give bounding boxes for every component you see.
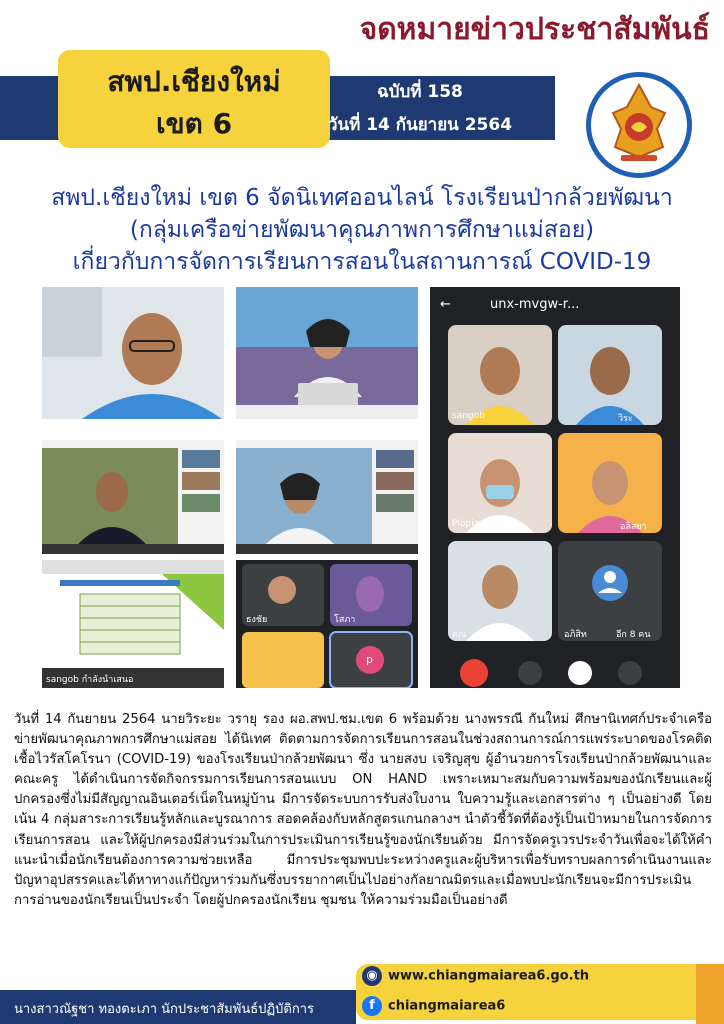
- more-participants: อีก 8 คน: [616, 630, 651, 640]
- person-photo-icon: [236, 287, 418, 419]
- facebook-handle[interactable]: chiangmaiarea6: [388, 998, 506, 1014]
- screen-photo-icon: [42, 440, 224, 554]
- author-credit: นางสาวณัฐชา ทองตะเภา นักประชาสัมพันธ์ปฏิบัติการ: [14, 1002, 314, 1017]
- obec-emblem-icon: [591, 77, 687, 173]
- photo-screen-share-1: [42, 440, 224, 554]
- issue-date: วันที่ 14 กันยายน 2564: [327, 115, 513, 135]
- photo-meet-tiles: [236, 560, 418, 688]
- participant-name: Plopia: [452, 519, 480, 529]
- participant-name: อภิสิท: [564, 630, 587, 640]
- meet-phone-screenshot: [430, 287, 680, 688]
- participant-name: โสภา: [334, 615, 356, 625]
- office-zone: เขต 6: [155, 107, 233, 140]
- photo-slide-presentation: [42, 560, 224, 688]
- slide-caption: sangob กำลังนำเสนอ: [46, 675, 134, 685]
- issue-number: ฉบับที่ 158: [377, 82, 463, 102]
- participant-name: sangob: [452, 411, 485, 421]
- website-link[interactable]: [362, 966, 589, 986]
- news-body-paragraph: วันที่ 14 กันยายน 2564 นายวิระยะ วรายุ รอง ผอ.สพป.ชม.เขต 6 พร้อมด้วย นางพรรณี กันใหม่ ศึกษานิเทศก์ประจำเครือข่ายพัฒนาคุณภาพการศึกษาแม่สอย ได้นิเทศ ติดตามการจัดการเรียนการสอนในช่วงสถานการณ์การแพร่ระบาดของโรคติดเชื้อไวรัสโคโรนา (COVID-19) ของโรงเรียนป่ากล้วยพัฒนา ซึ่ง นายสงบ เจริญสุข ผู้อำนวยการโรงเรียนป่ากล้วยพัฒนาและคณะครู ได้ดำเนินการจัดกิจกรรมการเรียนการสอนแบบ ON HAND เพราะเหมาะสมกับความพร้อมของนักเรียนและผู้ปกครองซึ่งไม่มีสัญญาณอินเตอร์เน็ตในหมู่บ้าน มีการจัดระบบการรับส่งใบงาน ใบความรู้และเอกสารต่าง ๆ เป็นอย่างดี โดยเน้น 4 กลุ่มสาระการเรียนรู้หลักและบูรณาการ สอดคล้องกับหลักสูตรแกนกลางฯ นำตัวชี้วัดที่ต้องรู้เป็นเป้าหมายในการจัดการเรียนการสอน และให้ผู้ปกครองมีส่วนร่วมในการประเมินการเรียนรู้ของนักเรียนด้วย มีการจัดครูเวรประจำวันเพื่อจะได้ให้คำแนะนำเมื่อนักเรียนต้องการความช่วยเหลือ มีการประชุมพบปะระหว่างครูและผู้บริหารเพื่อรับทราบผลการดำเนินงานและปัญหาอุปสรรคและได้หาทางแก้ปัญหาร่วมกันซึ่งบรรยากาศเป็นไปอย่างกัลยาณมิตรและเมื่อพบปะนักเรียนจะมีการประเมินการอ่านของนักเรียนเป็นประจำ โดยผู้ปกครองนักเรียน ชุมชน ให้ความร่วมมือเป็นอย่างดี: [14, 712, 712, 908]
- facebook-icon: f: [362, 996, 382, 1016]
- screen-photo-icon: [236, 440, 418, 554]
- photo-screen-share-2: [236, 440, 418, 554]
- headline-line-2: (กลุ่มเครือข่ายพัฒนาคุณภาพการศึกษาแม่สอย): [129, 217, 595, 243]
- headline-line-1: สพป.เชียงใหม่ เขต 6 จัดนิเทศออนไลน์ โรงเรียนป่ากล้วยพัฒนา: [51, 185, 673, 211]
- footer-accent: [696, 964, 724, 1024]
- globe-icon: ◉: [362, 966, 382, 986]
- newsletter-banner-title: จดหมายข่าวประชาสัมพันธ์: [359, 12, 710, 47]
- website-url[interactable]: www.chiangmaiarea6.go.th: [388, 968, 590, 984]
- office-name: สพป.เชียงใหม่: [107, 65, 281, 98]
- photo-online-meeting-1: [42, 287, 224, 419]
- participant-avatar-letter: p: [366, 653, 373, 666]
- headline-line-3: เกี่ยวกับการจัดการเรียนการสอนในสถานการณ์ COVID-19: [72, 249, 652, 275]
- meet-title: unx-mvgw-r...: [490, 297, 580, 312]
- participant-name: วิระ: [618, 414, 633, 424]
- participant-name: คณ: [452, 630, 467, 640]
- issue-info: [300, 78, 540, 138]
- slide-photo-icon: [42, 560, 224, 688]
- facebook-link[interactable]: [362, 996, 505, 1016]
- participant-name: ธงชัย: [246, 615, 268, 625]
- back-arrow-icon: ←: [440, 297, 451, 312]
- participant-name: อลิสยา: [620, 522, 647, 532]
- obec-logo: [586, 72, 692, 178]
- person-photo-icon: [42, 287, 224, 419]
- photo-online-meeting-2: [236, 287, 418, 419]
